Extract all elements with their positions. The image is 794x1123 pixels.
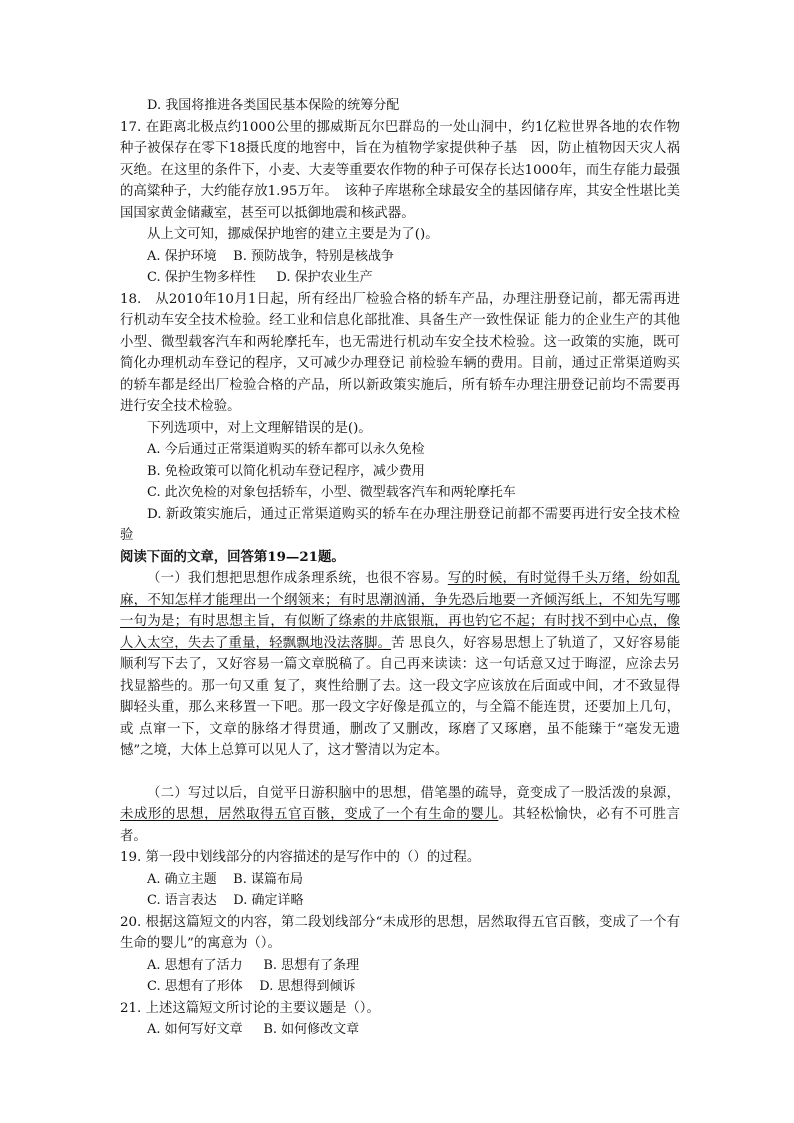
reading-paragraph-2 <box>120 783 680 848</box>
q18-stem: 下列选项中，对上文理解错误的是()。 <box>147 420 372 436</box>
q17-options-ab: A. 保护环境 B. 预防战争，特别是核战争 <box>147 248 395 264</box>
q18-option-d <box>120 504 680 547</box>
para2-rest: 。其轻松愉快，必有不可胜言者。 <box>120 807 680 844</box>
q19-options-cd: C. 语言表达 D. 确定详略 <box>147 893 304 908</box>
q18-option-a: A. 今后通过正常渠道购买的轿车都可以永久免检 <box>147 442 425 457</box>
q20-stem: 20. 根据这篇短文的内容，第二段划线部分“未成形的思想，居然取得五官百骸，变成了一个有生命的婴儿”的寓意为（）。 <box>120 914 680 951</box>
para1-rest: 苦 思良久，好容易思想上了轨道了，又好容易能顺利写下去了，又好容易一篇文章脱稿了。自己再来读读：这一句话意又过于晦涩，应涂去另找显豁些的。那一句又重 复了，爽性给删了去。这一段文字应该放在后面或中间，才不致显得脚轻头重，那么来移置一下吧。那一段文字好像是孤立的，与全篇不能连贯，还要加上几句，或 点窜一下，文章的脉络才得贯通，删改了又删改，琢磨了又琢磨，虽不能臻于“毫发无遗憾”之境，大体上总算可以见人了，这才警清以为定本。 <box>120 635 680 758</box>
q17-passage: 17. 在距离北极点约1000公里的挪威斯瓦尔巴群岛的一处山洞中，约1亿粒世界各地的农作物种子被保存在零下18摄氏度的地窖中，旨在为植物学家提供种子基 因，防止植物因天灾人祸灭绝。在这里的条件下，小麦、大麦等重要农作物的种子可保存长达1000年，而生存能力最强的高粱种子，大约能存放1.95万年。 该种子库堪称全球最安全的基因储存库，其安全性堪比美国国家黄金储藏室，甚至可以抵御地震和核武器。 <box>120 119 680 221</box>
q19-options-ab: A. 确立主题 B. 谋篇布局 <box>147 871 304 887</box>
paragraph-gap <box>120 762 680 783</box>
reading-heading: 阅读下面的文章，回答第19—21题。 <box>120 548 345 565</box>
exam-page <box>120 95 680 1041</box>
q21-stem: 21. 上述这篇短文所讨论的主要议题是（）。 <box>120 1000 380 1016</box>
para1-underlined: 写的时候，有时觉得千头万绪，纷如乱麻，不知怎样才能理出一个纲领来；有时思潮汹涌，争先恐后地要一齐倾泻纸上，不知先写哪一句为是；有时思想主旨，有似断了绦索的井底银瓶，再也钓它不起；有时找不到中心点，像人入太空，失去了重量，轻飘飘地没法落脚。 <box>120 571 681 651</box>
q20-options-cd: C. 思想有了形体 D. 思想得到倾诉 <box>147 979 356 994</box>
q18-option-d-text: D. 新政策实施后，通过正常渠道购买的轿车在办理注册登记前都不需要再进行安全技术检验 <box>120 506 680 543</box>
q19-stem: 19. 第一段中划线部分的内容描述的是写作中的（）的过程。 <box>120 850 481 865</box>
q17-options-cd: C. 保护生物多样性 D. 保护农业生产 <box>147 270 373 285</box>
reading-paragraph-1 <box>120 568 680 762</box>
para2-underlined: 未成形的思想，居然取得五官百骸，变成了一个有生命的婴儿 <box>120 807 499 822</box>
q21-options-ab: A. 如何写好文章 B. 如何修改文章 <box>147 1022 360 1037</box>
q16-option-d: D. 我国将推进各类国民基本保险的统筹分配 <box>147 98 400 113</box>
q20-options-ab: A. 思想有了活力 B. 思想有了条理 <box>147 957 360 973</box>
q18-passage: 18. 从2010年10月1日起，所有经出厂检验合格的轿车产品，办理注册登记前，都无需再进行机动车安全技术检验。经工业和信息化部批准、具备生产一致性保证 能力的企业生产的其他小型、微型载客汽车和两轮摩托车，也无需进行机动车安全技术检验。这一政策的实施，既可简化办理机动车登记的程序，又可减少办理登记 前检验车辆的费用。目前，通过正常渠道购买的轿车都是经出厂检验合格的产品，所以新政策实施后，所有轿车办理注册登记前均不需要再进行安全技术检验。 <box>120 291 680 414</box>
q18-option-c: C. 此次免检的对象包括轿车，小型、微型载客汽车和两轮摩托车 <box>147 485 516 500</box>
para2-intro: （二）写过以后，自觉平日游积脑中的思想，借笔墨的疏导，竟变成了一股活泼的泉源， <box>147 785 680 801</box>
para1-intro: （一）我们想把思想作成条理系统，也很不容易。 <box>147 571 448 586</box>
q18-option-b: B. 免检政策可以简化机动车登记程序，减少费用 <box>147 463 425 479</box>
q17-stem: 从上文可知，挪威保护地窖的建立主要是为了()。 <box>147 227 439 242</box>
